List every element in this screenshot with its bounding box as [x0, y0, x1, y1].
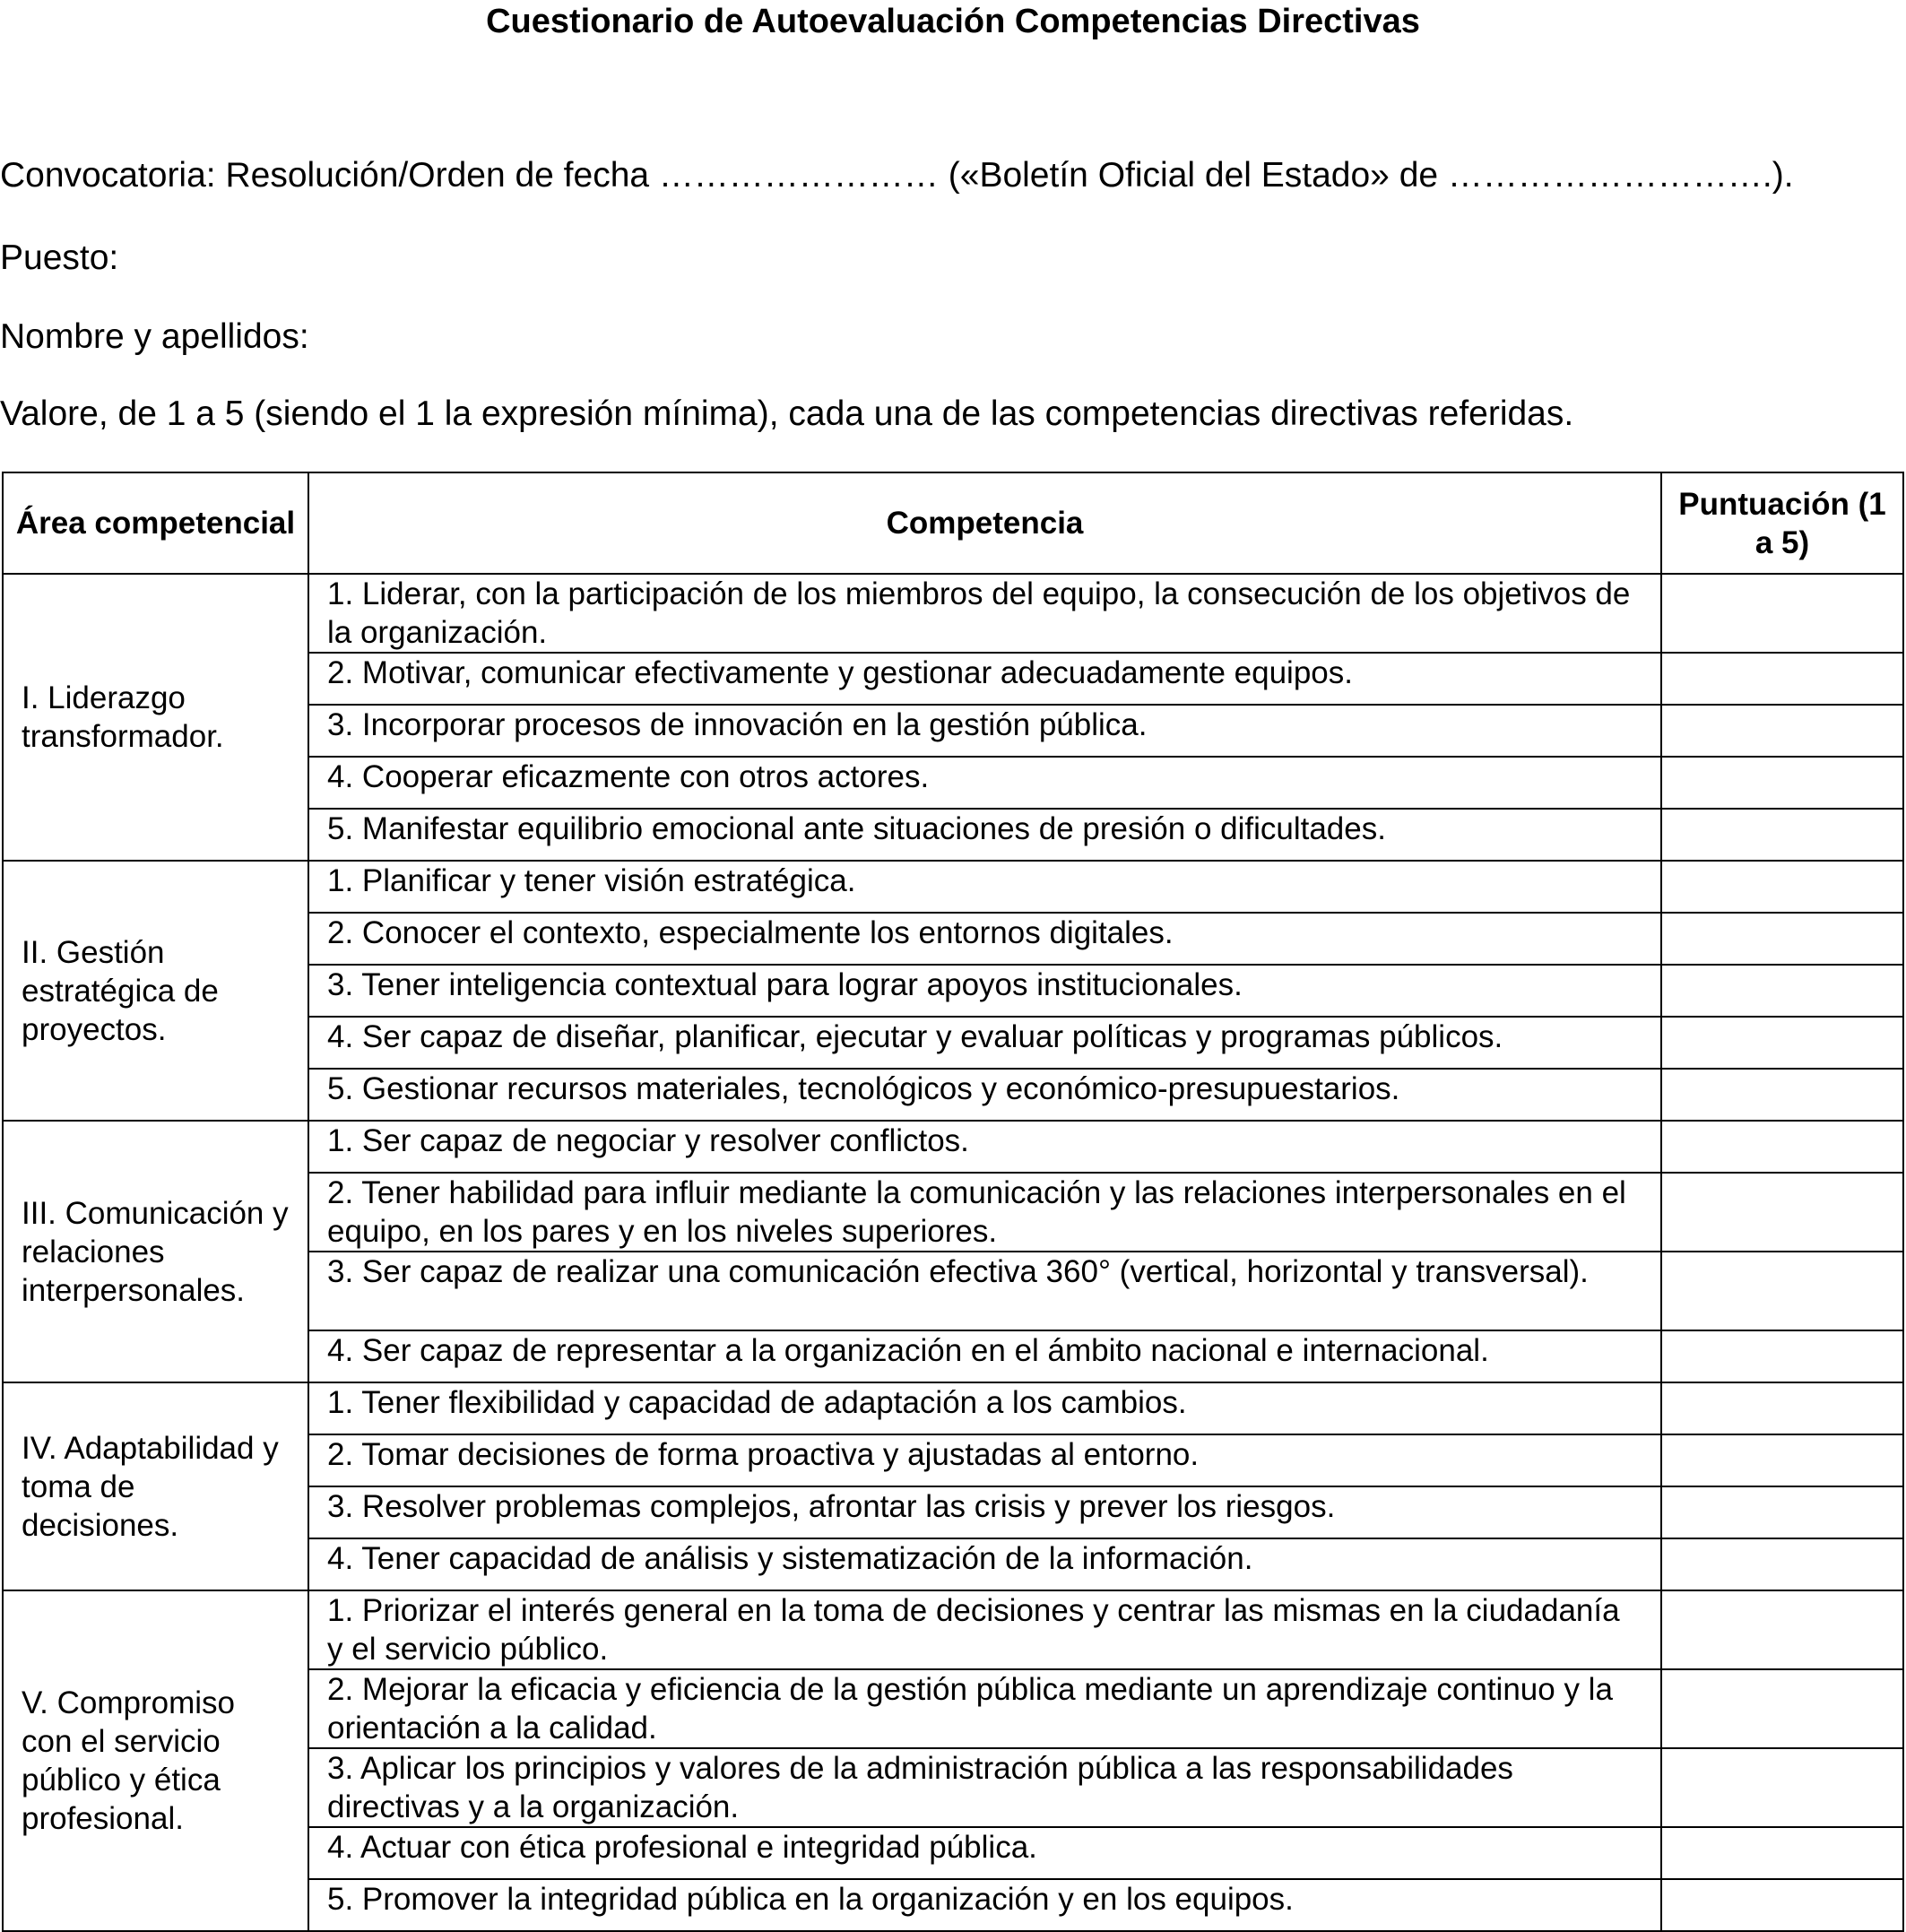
competencia-cell: 1. Ser capaz de negociar y resolver conflictos.: [308, 1121, 1661, 1173]
puntuacion-cell[interactable]: [1661, 574, 1903, 653]
puntuacion-cell[interactable]: [1661, 1748, 1903, 1827]
puntuacion-cell[interactable]: [1661, 1486, 1903, 1538]
competencia-cell: 3. Aplicar los principios y valores de la administración pública a las responsabilidades directivas y a la organización.: [308, 1748, 1661, 1827]
puntuacion-cell[interactable]: [1661, 1669, 1903, 1748]
competencia-cell: 1. Tener flexibilidad y capacidad de adaptación a los cambios.: [308, 1382, 1661, 1434]
puntuacion-cell[interactable]: [1661, 1879, 1903, 1931]
puntuacion-cell[interactable]: [1661, 1434, 1903, 1486]
puntuacion-cell[interactable]: [1661, 861, 1903, 913]
competencia-cell: 5. Promover la integridad pública en la organización y en los equipos.: [308, 1879, 1661, 1931]
competencia-cell: 2. Motivar, comunicar efectivamente y gestionar adecuadamente equipos.: [308, 653, 1661, 705]
competencia-cell: 5. Gestionar recursos materiales, tecnológicos y económico-presupuestarios.: [308, 1069, 1661, 1121]
header-competencia: Competencia: [308, 472, 1661, 574]
competencia-cell: 4. Ser capaz de representar a la organización en el ámbito nacional e internacional.: [308, 1330, 1661, 1382]
area-cell: V. Compromiso con el servicio público y ética profesional.: [3, 1590, 308, 1931]
table-row: [3, 1590, 1903, 1669]
instructions-text: Valore, de 1 a 5 (siendo el 1 la expresión mínima), cada una de las competencias directivas referidas.: [0, 394, 1574, 433]
puntuacion-cell[interactable]: [1661, 1590, 1903, 1669]
puntuacion-cell[interactable]: [1661, 1069, 1903, 1121]
puntuacion-cell[interactable]: [1661, 1121, 1903, 1173]
puntuacion-cell[interactable]: [1661, 1330, 1903, 1382]
area-cell: III. Comunicación y relaciones interpersonales.: [3, 1121, 308, 1382]
header-area: Área competencial: [3, 472, 308, 574]
area-cell: IV. Adaptabilidad y toma de decisiones.: [3, 1382, 308, 1590]
puntuacion-cell[interactable]: [1661, 653, 1903, 705]
puntuacion-cell[interactable]: [1661, 965, 1903, 1017]
puntuacion-cell[interactable]: [1661, 705, 1903, 757]
area-cell: I. Liderazgo transformador.: [3, 574, 308, 861]
competencia-cell: 3. Ser capaz de realizar una comunicación efectiva 360° (vertical, horizontal y transversal).: [308, 1252, 1661, 1330]
puntuacion-cell[interactable]: [1661, 1252, 1903, 1330]
convocatoria-line: Convocatoria: Resolución/Orden de fecha …………………… («Boletín Oficial del Estado» de ……………………….).: [0, 156, 1794, 195]
puntuacion-cell[interactable]: [1661, 913, 1903, 965]
page-title: Cuestionario de Autoevaluación Competencias Directivas: [486, 3, 1420, 40]
competencia-cell: 3. Tener inteligencia contextual para lograr apoyos institucionales.: [308, 965, 1661, 1017]
competencia-cell: 1. Priorizar el interés general en la toma de decisiones y centrar las mismas en la ciudadanía y el servicio público.: [308, 1590, 1661, 1669]
header-puntuacion: Puntuación (1 a 5): [1661, 472, 1903, 574]
table-row: [3, 1121, 1903, 1173]
competencia-cell: 4. Ser capaz de diseñar, planificar, ejecutar y evaluar políticas y programas públicos.: [308, 1017, 1661, 1069]
puntuacion-cell[interactable]: [1661, 1173, 1903, 1252]
nombre-label: Nombre y apellidos:: [0, 317, 309, 356]
competencia-cell: 3. Resolver problemas complejos, afrontar las crisis y prever los riesgos.: [308, 1486, 1661, 1538]
competencia-cell: 2. Tener habilidad para influir mediante la comunicación y las relaciones interpersonales en el equipo, en los pares y en los niveles superiores.: [308, 1173, 1661, 1252]
competencia-cell: 2. Conocer el contexto, especialmente los entornos digitales.: [308, 913, 1661, 965]
table-row: [3, 1382, 1903, 1434]
puntuacion-cell[interactable]: [1661, 1382, 1903, 1434]
competencia-cell: 2. Mejorar la eficacia y eficiencia de la gestión pública mediante un aprendizaje continuo y la orientación a la calidad.: [308, 1669, 1661, 1748]
competencia-cell: 1. Liderar, con la participación de los miembros del equipo, la consecución de los objetivos de la organización.: [308, 574, 1661, 653]
competencia-cell: 4. Tener capacidad de análisis y sistematización de la información.: [308, 1538, 1661, 1590]
competencias-table: [2, 472, 1904, 1932]
table-row: [3, 574, 1903, 653]
puntuacion-cell[interactable]: [1661, 1538, 1903, 1590]
table-row: [3, 861, 1903, 913]
competencia-cell: 4. Actuar con ética profesional e integridad pública.: [308, 1827, 1661, 1879]
puntuacion-cell[interactable]: [1661, 809, 1903, 861]
puntuacion-cell[interactable]: [1661, 1017, 1903, 1069]
puntuacion-cell[interactable]: [1661, 1827, 1903, 1879]
competencia-cell: 4. Cooperar eficazmente con otros actores.: [308, 757, 1661, 809]
competencia-cell: 3. Incorporar procesos de innovación en la gestión pública.: [308, 705, 1661, 757]
puntuacion-cell[interactable]: [1661, 757, 1903, 809]
area-cell: II. Gestión estratégica de proyectos.: [3, 861, 308, 1121]
competencia-cell: 2. Tomar decisiones de forma proactiva y ajustadas al entorno.: [308, 1434, 1661, 1486]
competencia-cell: 1. Planificar y tener visión estratégica.: [308, 861, 1661, 913]
puesto-label: Puesto:: [0, 238, 119, 277]
table-header-row: [3, 472, 1903, 574]
competencia-cell: 5. Manifestar equilibrio emocional ante situaciones de presión o dificultades.: [308, 809, 1661, 861]
